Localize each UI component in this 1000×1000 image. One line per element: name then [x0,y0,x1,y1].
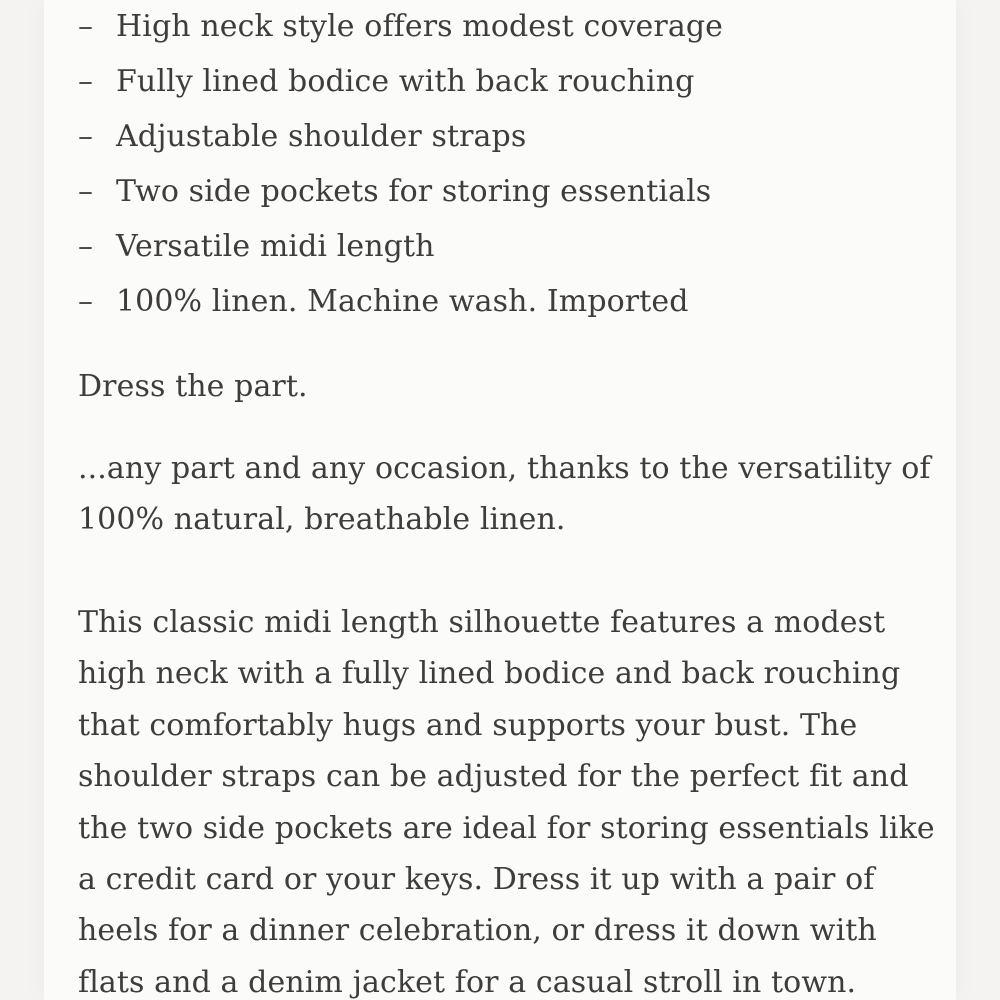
list-dash: – [78,9,94,44]
feature-item-material-care [78,281,938,336]
feature-item-high-neck [78,6,938,61]
feature-text: High neck style offers modest coverage [116,9,723,44]
intro-paragraph [78,443,938,545]
tagline: Dress the part. [78,369,308,404]
list-dash: – [78,229,94,264]
feature-text: Two side pockets for storing essentials [116,174,712,209]
description-line: the two side pockets are ideal for storing essentials like [78,810,935,846]
feature-item-side-pockets [78,171,938,226]
description-line: high neck with a fully lined bodice and back rouching [78,656,901,692]
list-dash: – [78,174,94,209]
intro-line: 100% natural, breathable linen. [78,502,566,537]
list-dash: – [78,119,94,154]
feature-text: Versatile midi length [116,229,435,264]
description-line: This classic midi length silhouette features a modest [78,605,886,640]
feature-text: 100% linen. Machine wash. Imported [116,284,689,319]
list-dash: – [78,64,94,99]
feature-item-midi-length [78,226,938,281]
description-line: that comfortably hugs and supports your bust. The [78,707,858,743]
description-line: heels for a dinner celebration, or dress it down with [78,913,877,949]
list-dash: – [78,284,94,319]
intro-line: ...any part and any occasion, thanks to the versatility of [78,451,931,486]
description-line: shoulder straps can be adjusted for the perfect fit and [78,759,909,795]
feature-text: Adjustable shoulder straps [116,119,527,154]
feature-item-lined-bodice [78,61,938,116]
feature-text: Fully lined bodice with back rouching [116,64,695,99]
product-description-panel [44,0,956,1000]
feature-list [78,6,938,336]
description-line: flats and a denim jacket for a casual stroll in town. [78,964,857,1000]
feature-item-shoulder-straps [78,116,938,171]
description-paragraph [78,597,938,1000]
description-line: a credit card or your keys. Dress it up with a pair of [78,862,875,898]
